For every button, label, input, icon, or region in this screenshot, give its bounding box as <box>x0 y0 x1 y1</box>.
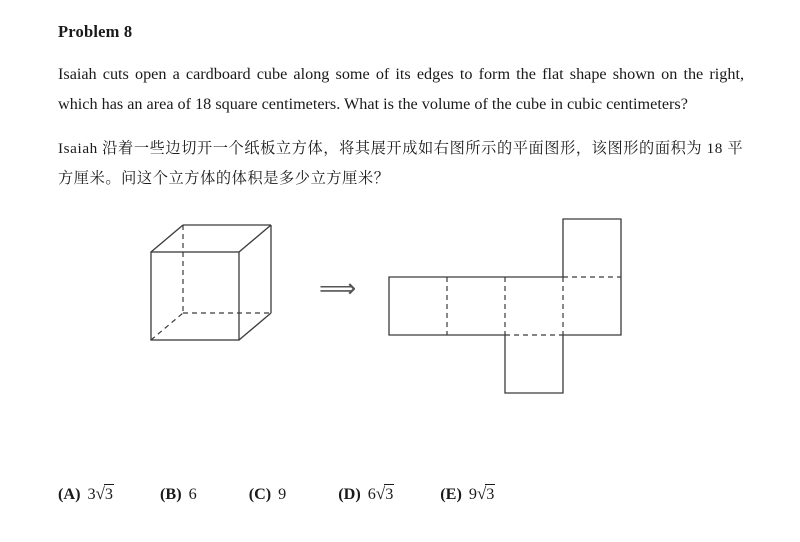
choice-d-radical-sign: √ <box>375 484 386 503</box>
choice-a-label: (A) <box>58 485 81 503</box>
choice-b-label: (B) <box>160 485 182 503</box>
page-title: Problem 8 <box>58 22 133 41</box>
choice-d-label: (D) <box>338 485 361 503</box>
statement-english: Isaiah cuts open a cardboard cube along some of its edges to form the flat shape shown on the right, which has an area of 18 square centimeters. What is the volume of the cube in cubic centimeters? <box>58 65 744 113</box>
choice-a[interactable] <box>58 484 114 504</box>
figure-area <box>58 207 744 422</box>
choice-e-coefficient: 9 <box>468 485 477 503</box>
choice-d-coefficient: 6 <box>367 485 376 503</box>
choice-a-coefficient: 3 <box>87 485 96 503</box>
choice-c-label: (C) <box>248 485 272 503</box>
choice-e-label: (E) <box>440 485 462 503</box>
cube-hidden-edges-icon <box>151 225 271 340</box>
cube-wireframe-icon <box>151 225 271 340</box>
choice-a-radicand: 3 <box>104 485 114 503</box>
statement-chinese: Isaiah 沿着一些边切开一个纸板立方体，将其展开成如右图所示的平面图形，该图形的面积为 18 平方厘米。问这个立方体的体积是多少立方厘米？ <box>58 139 744 187</box>
cube-net-fold-lines-icon <box>447 277 621 335</box>
choice-d-radicand: 3 <box>385 485 394 503</box>
answer-choices <box>58 484 744 504</box>
cube-net-figure <box>121 207 681 422</box>
choice-a-value <box>87 484 114 504</box>
choice-c-value: 9 <box>278 485 287 503</box>
choice-e-radical-sign: √ <box>476 484 487 503</box>
arrow-icon: ⟹ <box>319 274 357 304</box>
choice-e[interactable] <box>440 484 495 504</box>
choice-a-radical-sign: √ <box>95 484 105 503</box>
choice-b[interactable] <box>160 485 197 504</box>
choice-b-value: 6 <box>188 485 197 503</box>
choice-a-radical <box>96 484 114 504</box>
choice-d-radical <box>376 484 394 504</box>
choice-e-radicand: 3 <box>486 485 495 503</box>
choice-e-radical <box>477 484 495 504</box>
choice-c[interactable] <box>249 485 287 504</box>
choice-e-value <box>469 484 496 504</box>
choice-d[interactable] <box>338 484 394 504</box>
choice-d-value <box>368 484 395 504</box>
